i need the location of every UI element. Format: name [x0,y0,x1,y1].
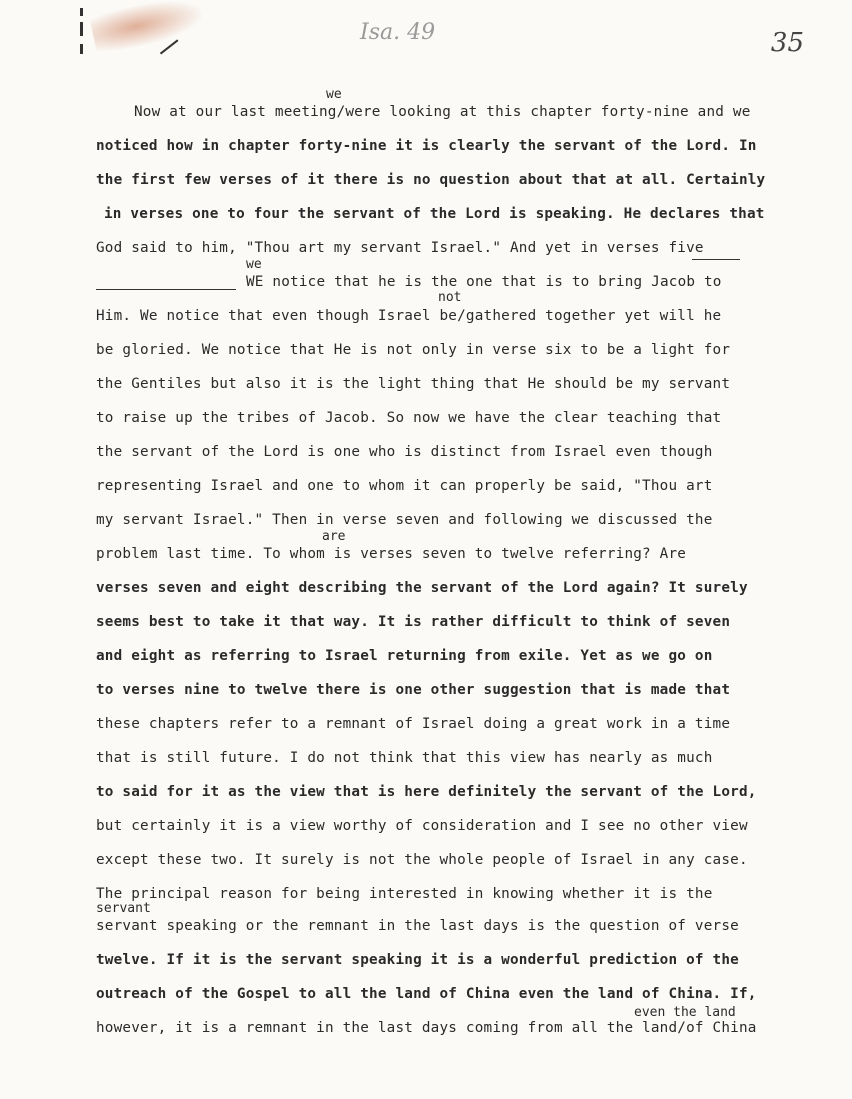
insertion-are: are [322,529,346,544]
text-line: to verses nine to twelve there is one other suggestion that is made that [96,682,731,698]
text-line: these chapters refer to a remnant of Israel doing a great work in a time [96,716,731,732]
file-note: Isa. 49 [360,20,436,45]
text-line: the servant of the Lord is one who is distinct from Israel even though [96,444,713,460]
text-line: in verses one to four the servant of the Lord is speaking. He declares that [104,206,765,222]
margin-tick-mark [80,44,83,54]
text-line: outreach of the Gospel to all the land of China even the land of China. If, [96,986,757,1002]
text-line: my servant Israel." Then in verse seven and following we discussed the [96,512,713,528]
insertion-even-the-land: even the land [634,1005,736,1020]
text-line: WE notice that he is the one that is to bring Jacob to [246,274,722,290]
insertion-not: not [438,290,462,305]
text-line: God said to him, "Thou art my servant Israel." And yet in verses five [96,240,704,256]
text-line: the Gentiles but also it is the light thing that He should be my servant [96,376,731,392]
text-line: to raise up the tribes of Jacob. So now we have the clear teaching that [96,410,722,426]
insertion-servant: servant [96,901,151,916]
text-line: twelve. If it is the servant speaking it is a wonderful prediction of the [96,952,739,968]
text-line: that is still future. I do not think that this view has nearly as much [96,750,713,766]
text-line: the first few verses of it there is no question about that at all. Certainly [96,172,766,188]
blank-line [692,247,740,260]
text-line: Him. We notice that even though Israel be/gathered together yet will he [96,308,722,324]
text-line: but certainly it is a view worthy of consideration and I see no other view [96,818,748,834]
text-line: verses seven and eight describing the servant of the Lord again? It surely [96,580,748,596]
margin-tick-mark [80,22,83,36]
insertion-we: we [326,87,342,102]
blank-line [96,277,236,290]
text-line: however, it is a remnant in the last days coming from all the land/of China [96,1020,757,1036]
text-line: except these two. It surely is not the whole people of Israel in any case. [96,852,748,868]
text-line: servant speaking or the remnant in the last days is the question of verse [96,918,739,934]
text-line: The principal reason for being interested in knowing whether it is the [96,886,713,902]
text-line: noticed how in chapter forty-nine it is clearly the servant of the Lord. In [96,138,757,154]
text-line: be gloried. We notice that He is not only in verse six to be a light for [96,342,731,358]
text-line: seems best to take it that way. It is rather difficult to think of seven [96,614,731,630]
page-number: 35 [770,28,804,58]
text-line: to said for it as the view that is here definitely the servant of the Lord, [96,784,757,800]
text-line: representing Israel and one to whom it can properly be said, "Thou art [96,478,713,494]
text-line: problem last time. To whom is verses seven to twelve referring? Are [96,546,687,562]
pencil-stroke [160,39,178,54]
margin-tick-mark [80,8,83,16]
text-line: Now at our last meeting/were looking at this chapter forty-nine and we [134,104,751,120]
text-line: and eight as referring to Israel returning from exile. Yet as we go on [96,648,713,664]
insertion-we: we [246,257,262,272]
paper-stain [89,0,205,55]
